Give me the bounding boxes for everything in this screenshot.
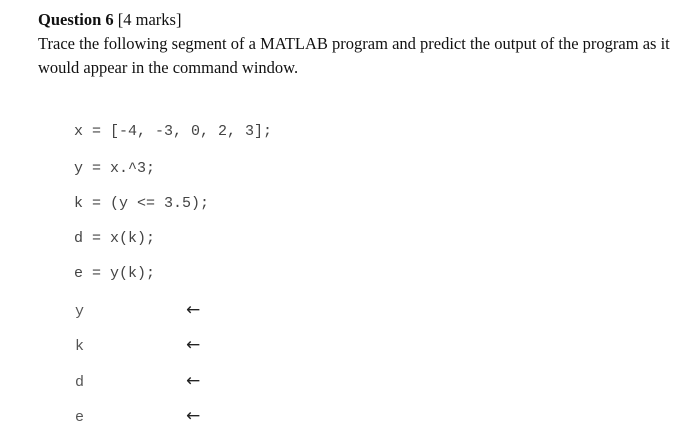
code-line-y: y = x.^3; <box>74 160 156 177</box>
output-variable-e: e <box>75 409 85 426</box>
output-variable-y: y <box>75 303 85 320</box>
question-title: Question 6 <box>38 10 114 29</box>
question-heading <box>38 9 181 31</box>
code-line-k: k = (y <= 3.5); <box>74 195 210 212</box>
left-arrow-icon: ← <box>186 371 201 391</box>
left-arrow-icon: ← <box>186 300 201 320</box>
code-line-e: e = y(k); <box>74 265 156 282</box>
code-line-d: d = x(k); <box>74 230 156 247</box>
question-marks: [4 marks] <box>117 10 182 29</box>
left-arrow-icon: ← <box>186 335 201 355</box>
left-arrow-icon: ← <box>186 406 201 426</box>
output-variable-k: k <box>75 338 85 355</box>
code-line-x: x = [-4, -3, 0, 2, 3]; <box>74 123 273 140</box>
question-prompt: Trace the following segment of a MATLAB program and predict the output of the program as it would appear in the command window. <box>38 34 670 77</box>
output-variable-d: d <box>75 374 85 391</box>
